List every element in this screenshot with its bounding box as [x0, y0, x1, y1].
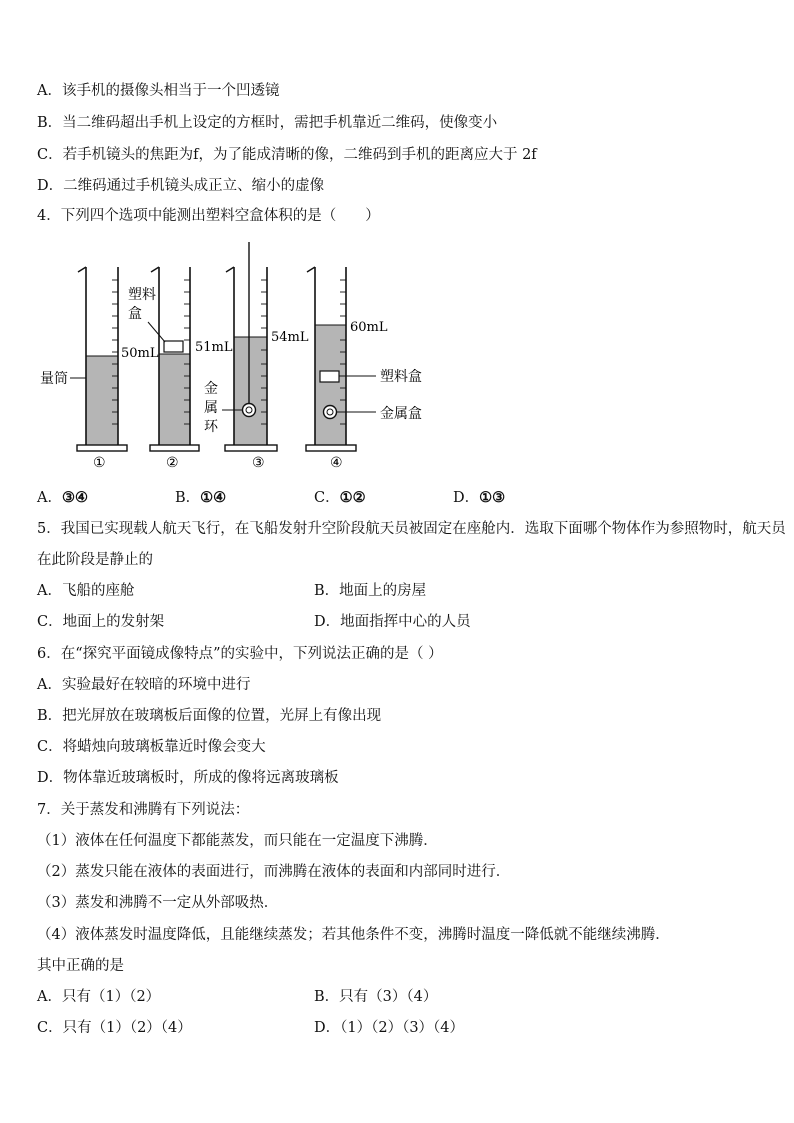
q4-option-a: A．③④ — [37, 489, 88, 506]
label-cylinder: 量筒 — [40, 371, 68, 387]
cylinder-number-2: ② — [166, 455, 179, 471]
q5-option-d: D．地面指挥中心的人员 — [314, 614, 471, 630]
q7-option-a: A．只有（1）（2） — [37, 989, 161, 1005]
q3-option-c: C．若手机镜头的焦距为f，为了能成清晰的像，二维码到手机的距离应大于 2f — [37, 147, 537, 163]
label-plastic-box-line1: 塑料 — [128, 287, 156, 303]
cylinder-number-1: ① — [93, 455, 106, 471]
q6-option-b: B．把光屏放在玻璃板后面像的位置，光屏上有像出现 — [37, 708, 382, 724]
q7-prompt: 其中正确的是 — [37, 958, 124, 974]
q5-option-a: A．飞船的座舱 — [37, 583, 135, 599]
plastic-box-2 — [164, 341, 183, 352]
q3-option-d: D．二维码通过手机镜头成正立、缩小的虚像 — [37, 178, 325, 194]
q7-statement-4: （4）液体蒸发时温度降低，且能继续蒸发；若其他条件不变，沸腾时温度一降低就不能继续沸腾． — [37, 927, 670, 943]
label-metal-ring-line1: 金 — [204, 381, 218, 397]
label-54ml: 54mL — [271, 330, 309, 345]
q5-option-c: C．地面上的发射架 — [37, 614, 165, 630]
q4-option-d: D．①③ — [453, 489, 506, 506]
q7-option-c: C．只有（1）（2）（4） — [37, 1020, 192, 1036]
q5-stem-line1: 5．我国已实现载人航天飞行，在飞船发射升空阶段航天员被固定在座舱内．选取下面哪个物体作为参照物时，航天员 — [37, 521, 786, 537]
q6-stem: 6．在“探究平面镜成像特点”的实验中，下列说法正确的是（ ） — [37, 646, 443, 662]
q7-statement-2: （2）蒸发只能在液体的表面进行，而沸腾在液体的表面和内部同时进行． — [37, 864, 511, 880]
q6-option-c: C．将蜡烛向玻璃板靠近时像会变大 — [37, 739, 266, 755]
q3-option-a: A．该手机的摄像头相当于一个凹透镜 — [37, 83, 280, 99]
q4-stem: 4．下列四个选项中能测出塑料空盒体积的是（ ） — [37, 208, 380, 224]
label-plastic-box-4: 塑料盒 — [380, 369, 422, 385]
label-plastic-box-line2: 盒 — [128, 306, 142, 322]
cylinder-number-4: ④ — [330, 455, 343, 471]
q7-option-d: D．（1）（2）（3）（4） — [314, 1020, 465, 1036]
q7-statement-3: （3）蒸发和沸腾不一定从外部吸热． — [37, 895, 279, 911]
q4-option-b: B．①④ — [175, 489, 227, 506]
q5-stem-line2: 在此阶段是静止的 — [37, 552, 153, 568]
q7-option-b: B．只有（3）（4） — [314, 989, 438, 1005]
plastic-box-4 — [320, 371, 339, 382]
q7-stem: 7．关于蒸发和沸腾有下列说法： — [37, 802, 250, 818]
graduated-cylinder-figure — [0, 240, 460, 475]
label-60ml: 60mL — [350, 320, 388, 335]
q7-statement-1: （1）液体在任何温度下都能蒸发，而只能在一定温度下沸腾． — [37, 833, 438, 849]
q4-option-c: C．①② — [314, 489, 366, 506]
label-metal-ring-line2: 属 — [204, 400, 218, 416]
label-51ml: 51mL — [195, 340, 233, 355]
label-metal-ring-line3: 环 — [204, 419, 218, 435]
label-metal-box-4: 金属盒 — [380, 406, 422, 422]
q3-option-b: B．当二维码超出手机上设定的方框时，需把手机靠近二维码，使像变小 — [37, 115, 498, 131]
cylinder-4 — [306, 267, 376, 451]
label-50ml: 50mL — [121, 346, 159, 361]
q5-option-b: B．地面上的房屋 — [314, 583, 427, 599]
q6-option-a: A．实验最好在较暗的环境中进行 — [37, 677, 251, 693]
cylinder-number-3: ③ — [252, 455, 265, 471]
cylinder-1 — [70, 267, 127, 451]
q6-option-d: D．物体靠近玻璃板时，所成的像将远离玻璃板 — [37, 770, 339, 786]
